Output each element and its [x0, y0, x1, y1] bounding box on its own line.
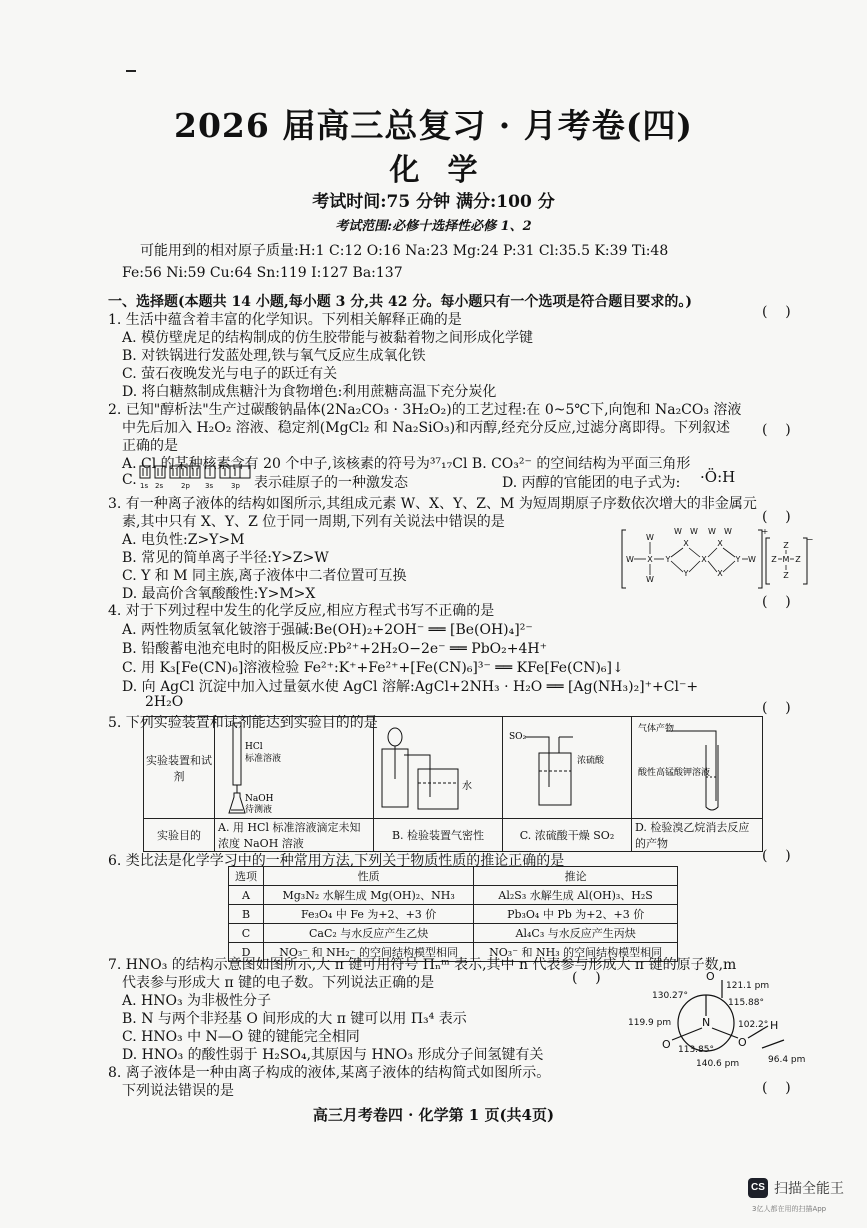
- atom-z: Z: [783, 541, 789, 550]
- table-cell: B: [229, 905, 264, 924]
- table-cell: Mg₃N₂ 水解生成 Mg(OH)₂、NH₃: [264, 886, 474, 905]
- conc-sulfuric-label: 浓硫酸: [577, 756, 605, 766]
- atom-o: O: [738, 1036, 747, 1049]
- question-5-stem: 5. 下列实验装置和试剂能达到实验目的的是: [108, 715, 378, 731]
- angle-1: 130.27°: [652, 991, 688, 1001]
- bond-length-4: 96.4 pm: [768, 1055, 806, 1065]
- question-4-option-c: C. 用 K₃[Fe(CN)₆]溶液检验 Fe²⁺:K⁺+Fe²⁺+[Fe(CN)₆]³⁻ ══ KFe[Fe(CN)₆]↓: [122, 660, 624, 676]
- table-header: 性质: [264, 867, 474, 886]
- question-2-options-ab: A. Cl 的某种核素含有 20 个中子,该核素的符号为³⁷₁₇Cl B. CO₃²⁻ 的空间结构为平面三角形: [122, 456, 691, 472]
- question-7-option-c: C. HNO₃ 中 N—O 键的键能完全相同: [122, 1029, 360, 1045]
- apparatus-row-header: 实验装置和试剂: [144, 717, 215, 819]
- atom-z: Z: [783, 571, 789, 580]
- ionic-liquid-structure: [620, 524, 815, 594]
- analogy-table: [228, 866, 678, 962]
- table-cell: NO₃⁻ 和 NH₃ 的空间结构模型相同: [474, 943, 678, 962]
- question-3-option-c: C. Y 和 M 同主族,离子液体中二者位置可互换: [122, 568, 407, 584]
- exam-title: 2026 届高三总复习 · 月考卷(四): [173, 106, 694, 145]
- question-2-line-2: 中先后加入 H₂O₂ 溶液、稳定剂(MgCl₂ 和 Na₂SiO₃)和丙醇,经充分反应,过滤分离即得。下列叙述: [122, 420, 731, 436]
- question-6-stem: 6. 类比法是化学学习中的一种常用方法,下列关于物质性质的推论正确的是: [108, 853, 565, 869]
- question-7-line-2: 代表参与形成大 π 键的电子数。下列说法正确的是: [122, 975, 435, 991]
- question-7-option-d: D. HNO₃ 的酸性弱于 H₂SO₄,其原因与 HNO₃ 形成分子间氢键有关: [122, 1047, 544, 1063]
- answer-bracket[interactable]: ( ): [572, 970, 601, 986]
- angle-2: 115.88°: [728, 998, 764, 1008]
- kmno4-label: 酸性高锰酸钾溶液: [638, 768, 711, 778]
- table-cell: CaC₂ 与水反应产生乙炔: [264, 924, 474, 943]
- atom-x: X: [717, 539, 723, 548]
- question-7-line-1: 7. HNO₃ 的结构示意图如图所示,大 π 键可用符号 Πₙᵐ 表示,其中 n 代表参与形成大 π 键的原子数,m: [108, 957, 737, 973]
- charge-minus: −: [806, 535, 814, 544]
- answer-bracket[interactable]: ( ): [762, 848, 791, 864]
- so2-label: SO₂: [509, 732, 527, 742]
- elimination-test-apparatus: [632, 717, 762, 815]
- question-2-line-3: 正确的是: [122, 438, 178, 454]
- atom-x: X: [717, 569, 723, 578]
- orbital-label: 3s: [205, 482, 214, 490]
- test-solution-label: 待测液: [245, 805, 273, 815]
- standard-solution-label: 标准溶液: [245, 754, 282, 764]
- apparatus-c: [503, 717, 632, 819]
- orbital-label: 1s: [140, 482, 149, 490]
- answer-bracket[interactable]: ( ): [762, 422, 791, 438]
- answer-bracket[interactable]: ( ): [762, 1080, 791, 1096]
- table-header: 选项: [229, 867, 264, 886]
- atom-o: O: [706, 970, 715, 983]
- titration-apparatus: [215, 717, 373, 815]
- angle-3: 102.2°: [738, 1020, 769, 1030]
- drying-apparatus: [503, 717, 631, 815]
- gas-product-label: 气体产物: [638, 724, 675, 734]
- angle-4: 113.85°: [678, 1045, 714, 1055]
- table-cell: NO₃⁻ 和 NH₂⁻ 的空间结构模型相同: [264, 943, 474, 962]
- question-4-option-d-cont: 2H₂O: [145, 694, 184, 710]
- atom-y: Y: [683, 569, 689, 578]
- camscanner-logo-icon: CS: [748, 1178, 768, 1198]
- table-cell: Al₂S₃ 水解生成 Al(OH)₃、H₂S: [474, 886, 678, 905]
- bond-length-3: 140.6 pm: [696, 1059, 740, 1069]
- answer-bracket[interactable]: ( ): [762, 509, 791, 525]
- purpose-c: C. 浓硫酸干燥 SO₂: [503, 819, 632, 852]
- table-cell: Al₄C₃ 与水反应产生丙炔: [474, 924, 678, 943]
- corner-mark: [126, 70, 136, 72]
- hydroxyl-electron-formula: ·Ö:H: [700, 468, 736, 486]
- apparatus-b: [374, 717, 503, 819]
- atom-w: W: [646, 533, 654, 542]
- atom-x: X: [683, 539, 689, 548]
- question-2-option-d: D. 丙醇的官能团的电子式为:: [502, 475, 681, 491]
- airtightness-apparatus: [374, 717, 502, 815]
- table-row: [229, 886, 678, 905]
- purpose-d: D. 检验溴乙烷消去反应的产物: [632, 819, 763, 852]
- apparatus-a: [215, 717, 374, 819]
- question-2-line-1: 2. 已知"醇析法"生产过碳酸钠晶体(2Na₂CO₃ · 3H₂O₂)的工艺过程:在 0~5℃下,向饱和 Na₂CO₃ 溶液: [108, 402, 742, 418]
- atom-w: W: [708, 527, 716, 536]
- atom-y: Y: [665, 555, 671, 564]
- atom-x: X: [647, 555, 653, 564]
- orbital-label: 3p: [231, 482, 240, 490]
- question-3-option-b: B. 常见的简单离子半径:Y>Z>W: [122, 550, 329, 566]
- question-8-line-2: 下列说法错误的是: [122, 1083, 234, 1099]
- table-row: [229, 905, 678, 924]
- orbital-label: 2s: [155, 482, 164, 490]
- question-7-option-a: A. HNO₃ 为非极性分子: [122, 993, 272, 1009]
- question-3-line-2: 素,其中只有 X、Y、Z 位于同一周期,下列有关说法中错误的是: [122, 514, 505, 530]
- question-3-option-a: A. 电负性:Z>Y>M: [122, 532, 245, 548]
- table-header: 推论: [474, 867, 678, 886]
- atomic-masses-line-2: Fe:56 Ni:59 Cu:64 Sn:119 I:127 Ba:137: [122, 265, 403, 281]
- orbital-label: 2p: [181, 482, 190, 490]
- atom-z: Z: [795, 555, 801, 564]
- answer-bracket[interactable]: ( ): [762, 304, 791, 320]
- question-1-option-d: D. 将白糖熬制成焦糖汁为食物增色:利用蔗糖高温下充分炭化: [122, 384, 497, 400]
- atom-n: N: [702, 1016, 711, 1029]
- question-4-option-d: D. 向 AgCl 沉淀中加入过量氨水使 AgCl 溶解:AgCl+2NH₃ · H₂O ══ [Ag(NH₃)₂]⁺+Cl⁻+: [122, 679, 699, 695]
- question-1-option-a: A. 模仿壁虎足的结构制成的仿生胶带能与被黏着物之间形成化学键: [122, 330, 534, 346]
- table-cell: Fe₃O₄ 中 Fe 为+2、+3 价: [264, 905, 474, 924]
- table-row: [229, 924, 678, 943]
- camscanner-name: 扫描全能王: [774, 1181, 844, 1197]
- question-3-option-d: D. 最高价含氧酸酸性:Y>M>X: [122, 586, 316, 602]
- question-1-option-c: C. 萤石夜晚发光与电子的跃迁有关: [122, 366, 338, 382]
- question-4-option-a: A. 两性物质氢氧化铍溶于强碱:Be(OH)₂+2OH⁻ ══ [Be(OH)₄]²⁻: [122, 622, 533, 638]
- answer-bracket[interactable]: ( ): [762, 594, 791, 610]
- naoh-label: NaOH: [245, 794, 274, 804]
- atom-w: W: [674, 527, 682, 536]
- bond-length-1: 121.1 pm: [726, 981, 770, 991]
- atom-m: M: [782, 555, 790, 564]
- atom-w: W: [724, 527, 732, 536]
- atom-w: W: [690, 527, 698, 536]
- water-label: 水: [462, 781, 472, 792]
- exam-info: 考试时间:75 分钟 满分:100 分: [312, 192, 555, 212]
- page-footer: 高三月考卷四 · 化学第 1 页(共4页): [312, 1106, 555, 1124]
- atom-x: X: [701, 555, 707, 564]
- atom-y: Y: [735, 555, 741, 564]
- charge-plus: +: [761, 527, 769, 536]
- question-2-option-c-text: 表示硅原子的一种激发态: [254, 475, 408, 491]
- apparatus-d: [632, 717, 763, 819]
- subject-title: 化学: [389, 153, 506, 188]
- question-1-option-b: B. 对铁锅进行发蓝处理,铁与氧气反应生成氧化铁: [122, 348, 426, 364]
- hno3-structure: [622, 968, 822, 1072]
- atom-h: H: [770, 1019, 779, 1032]
- section-heading: 一、选择题(本题共 14 小题,每小题 3 分,共 42 分。每小题只有一个选项是符合题目要求的。): [108, 294, 692, 310]
- bond-length-2: 119.9 pm: [628, 1018, 672, 1028]
- atom-z: Z: [771, 555, 777, 564]
- atom-w: W: [646, 575, 654, 584]
- atomic-masses-line-1: 可能用到的相对原子质量:H:1 C:12 O:16 Na:23 Mg:24 P:31 Cl:35.5 K:39 Ti:48: [140, 243, 669, 259]
- purpose-a: A. 用 HCl 标准溶液滴定未知浓度 NaOH 溶液: [215, 819, 374, 852]
- atom-o: O: [662, 1038, 671, 1051]
- table-cell: D: [229, 943, 264, 962]
- purpose-b: B. 检验装置气密性: [374, 819, 503, 852]
- hcl-label: HCl: [245, 742, 263, 752]
- answer-bracket[interactable]: ( ): [762, 700, 791, 716]
- camscanner-tagline: 3亿人都在用的扫描App: [752, 1205, 827, 1213]
- atom-w: W: [748, 555, 756, 564]
- experiment-table: [143, 716, 763, 852]
- question-4-option-b: B. 铅酸蓄电池充电时的阳极反应:Pb²⁺+2H₂O−2e⁻ ══ PbO₂+4H⁺: [122, 641, 548, 657]
- exam-scope: 考试范围:必修十选择性必修 1、2: [335, 219, 532, 234]
- question-1-stem: 1. 生活中蕴含着丰富的化学知识。下列相关解释正确的是: [108, 312, 462, 328]
- question-4-stem: 4. 对于下列过程中发生的化学反应,相应方程式书写不正确的是: [108, 603, 495, 619]
- table-cell: C: [229, 924, 264, 943]
- table-cell: Pb₃O₄ 中 Pb 为+2、+3 价: [474, 905, 678, 924]
- atom-w: W: [626, 555, 634, 564]
- question-2-option-c-label: C.: [122, 472, 137, 488]
- question-8-line-1: 8. 离子液体是一种由离子构成的液体,某离子液体的结构简式如图所示。: [108, 1065, 551, 1081]
- table-cell: A: [229, 886, 264, 905]
- question-3-line-1: 3. 有一种离子液体的结构如图所示,其组成元素 W、X、Y、Z、M 为短周期原子序数依次增大的非金属元: [108, 496, 757, 512]
- purpose-row-header: 实验目的: [144, 819, 215, 852]
- question-7-option-b: B. N 与两个非羟基 O 间形成的大 π 键可以用 Π₃⁴ 表示: [122, 1011, 467, 1027]
